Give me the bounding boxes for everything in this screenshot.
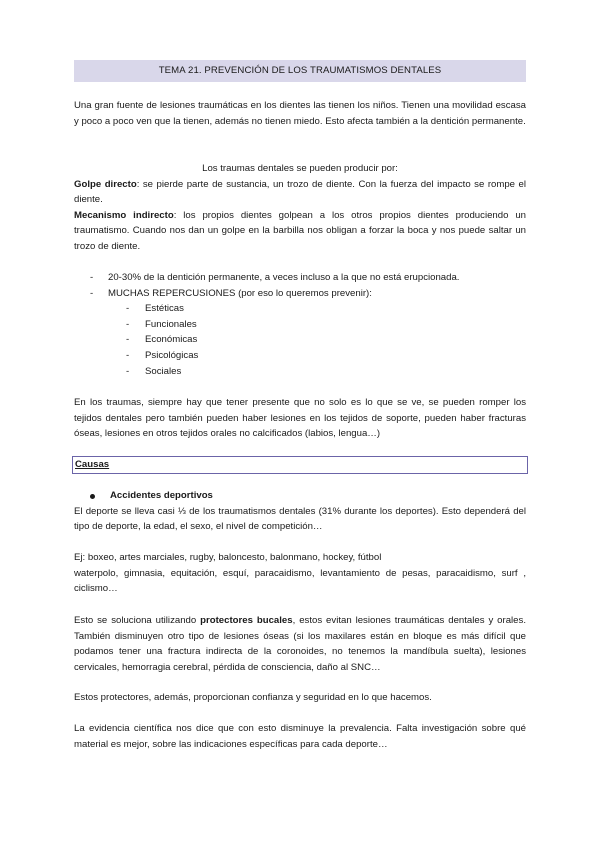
- causas-heading-text: Causas: [75, 459, 110, 470]
- traumas-paragraph-text: En los traumas, siempre hay que tener presente que no solo es lo que se ve, se pueden romper los tejidos dentales pero también pueden haber lesiones en los tejidos de soporte, pueden haber fracturas óseas, lesiones en otros tejidos orales no calcificados (labios, lengua…): [74, 397, 526, 440]
- repercusiones-list: [74, 270, 526, 379]
- traumas-heading: Los traumas dentales se pueden producir por:: [202, 163, 398, 174]
- sublist-item: [74, 332, 526, 348]
- mecanismo-indirecto-paragraph: [74, 208, 526, 255]
- bullet-item-text: Accidentes deportivos: [110, 490, 213, 501]
- dash-marker: -: [126, 318, 130, 330]
- golpe-directo-label: Golpe directo: [74, 178, 137, 190]
- protectores-bucales-label: protectores bucales: [200, 615, 293, 626]
- dash-marker: -: [90, 287, 94, 299]
- dash-marker: -: [90, 272, 94, 283]
- protectores-paragraph: [74, 690, 526, 706]
- causas-heading: [72, 456, 528, 474]
- page-title-text: TEMA 21. PREVENCIÓN DE LOS TRAUMATISMOS DENTALES: [158, 65, 442, 77]
- evidencia-paragraph: [74, 721, 526, 752]
- ejemplos-line-2: waterpolo, gimnasia, equitación, esquí, paracaidismo, levantamiento de pesas, paracaidismo, surf , ciclismo…: [74, 567, 526, 595]
- golpe-directo-paragraph: [74, 177, 526, 208]
- mecanismo-indirecto-text: : los propios dientes golpean a los otros propios dientes produciendo un traumatismo. Cuando nos dan un golpe en la barbilla nos obligan a forzar la boca y nos puede saltar un trozo de diente.: [74, 209, 526, 252]
- sublist-item-text: Funcionales: [145, 318, 197, 330]
- protectores-text: Estos protectores, además, proporcionan confianza y seguridad en lo que hacemos.: [74, 692, 432, 703]
- bullet-item: [74, 488, 526, 504]
- list-item-text: MUCHAS REPERCUSIONES (por eso lo queremos prevenir):: [108, 287, 372, 299]
- solucion-paragraph: [74, 613, 526, 675]
- sublist-item-text: Estéticas: [145, 303, 184, 315]
- deporte-paragraph: El deporte se lleva casi ⅓ de los traumatismos dentales (31% durante los deportes). Esto dependerá del tipo de deporte, la edad, el sexo, el nivel de competición…: [74, 505, 526, 533]
- traumas-section: [74, 161, 526, 255]
- accidentes-section: [74, 488, 526, 535]
- bullet-dot-icon: [90, 494, 95, 499]
- traumas-paragraph: [74, 395, 526, 442]
- intro-paragraph: [74, 98, 526, 129]
- solucion-post: , estos evitan lesiones traumáticas dentales y orales. También disminuyen otro tipo de lesiones óseas (si los maxilares están en bloque es más difícil que podamos tener una fractura indirecta de la coronoides, no tenemos la mandíbula suelta), lesiones cervicales, hemorragia cerebral, pérdida de consciencia, daño al SNC…: [74, 615, 526, 673]
- list-item-text: 20-30% de la dentición permanente, a veces incluso a la que no está erupcionada.: [108, 272, 460, 283]
- dash-marker: -: [126, 365, 130, 377]
- intro-text: Una gran fuente de lesiones traumáticas en los dientes las tienen los niños. Tienen una movilidad escasa y poco a poco ven que la tienen, además no tienen miedo. Esto afecta también a la dentición permanente.: [74, 100, 526, 127]
- sublist-item: [74, 348, 526, 364]
- sublist-item: [74, 317, 526, 333]
- sublist-item-text: Psicológicas: [145, 349, 199, 361]
- page-title: [74, 60, 526, 82]
- sublist-item-text: Sociales: [145, 365, 182, 377]
- dash-marker: -: [126, 349, 130, 361]
- solucion-text: [74, 613, 526, 675]
- solucion-pre: Esto se soluciona utilizando: [74, 615, 201, 626]
- evidencia-text: La evidencia científica nos dice que con esto disminuye la prevalencia. Falta investigación sobre qué material es mejor, sobre las indicaciones específicas para cada deporte…: [74, 723, 526, 750]
- list-item: [74, 286, 526, 302]
- ejemplos-line-1: Ej: boxeo, artes marciales, rugby, baloncesto, balonmano, hockey, fútbol: [74, 552, 382, 563]
- sublist-item-text: Económicas: [145, 334, 198, 346]
- list-item: [74, 270, 526, 286]
- golpe-directo-text: : se pierde parte de sustancia, un trozo de diente. Con la fuerza del impacto se rompe el diente.: [74, 178, 526, 206]
- mecanismo-indirecto-label: Mecanismo indirecto: [74, 209, 174, 221]
- dash-marker: -: [126, 334, 130, 346]
- sublist-item: [74, 364, 526, 380]
- sublist-item: [74, 301, 526, 317]
- ejemplos-paragraph: [74, 550, 526, 597]
- dash-marker: -: [126, 303, 130, 315]
